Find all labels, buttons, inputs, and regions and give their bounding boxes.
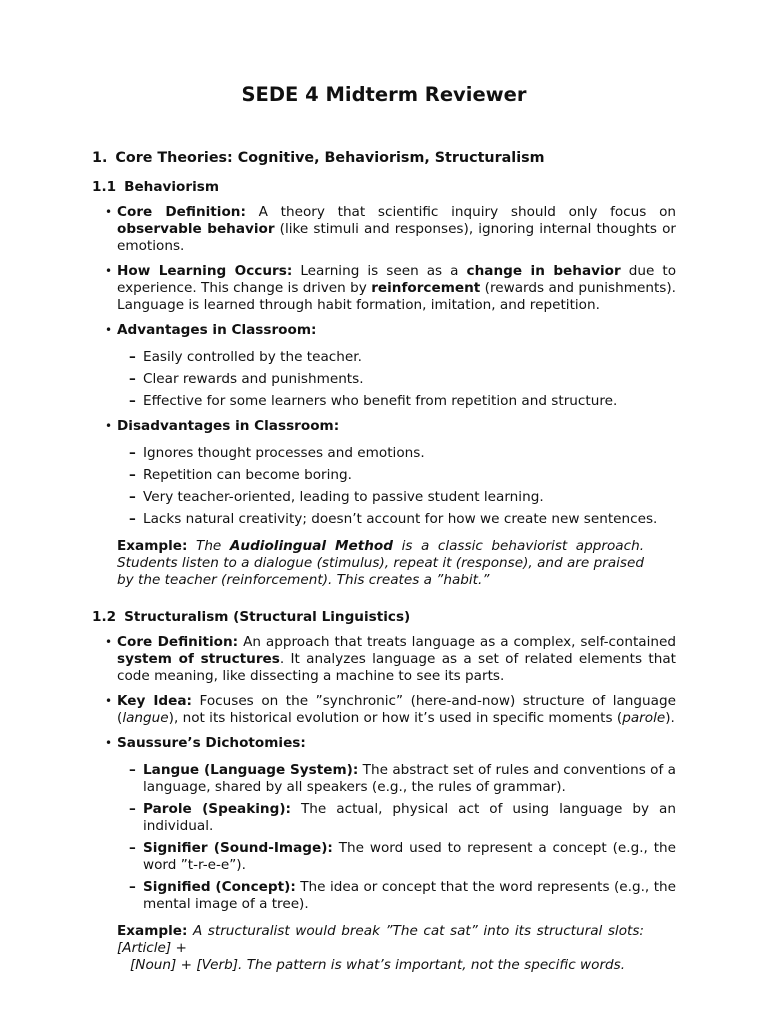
example-label: Example: — [117, 923, 188, 939]
list-item-how-learning-occurs — [117, 263, 676, 314]
term-label: Signifier (Sound-Image): — [143, 840, 333, 856]
list-item-key-idea — [117, 693, 676, 727]
section-title: Core Theories: Cognitive, Behaviorism, Structuralism — [115, 150, 545, 166]
item-text: Learning is seen as a — [300, 263, 459, 279]
item-emphasis: system of structures — [117, 651, 280, 667]
list-item-dichotomies — [117, 735, 676, 913]
term-label: Parole (Speaking): — [143, 801, 291, 817]
term-text: The abstract set of rules and conventions of a language, shared by all speakers (e.g., the rules of grammar). — [143, 762, 677, 795]
example-text: [Noun] + [Verb]. The pattern is what’s important, not the specific words. — [130, 957, 626, 973]
item-text: ). — [665, 710, 675, 726]
example-text: is a classic behaviorist approach. Students listen to a dialogue (stimulus), repeat it (response), and are praised by the teacher (reinforcement). This creates a ”habit.” — [117, 538, 645, 588]
document-page — [92, 80, 676, 974]
item-text: An approach that treats language as a complex, self-contained — [243, 634, 676, 650]
section-1-heading — [92, 149, 676, 167]
subsection-1-1-heading — [92, 179, 676, 196]
example-emphasis: Audiolingual Method — [229, 538, 393, 554]
subsection-title: Structuralism (Structural Linguistics) — [124, 609, 411, 625]
list-item — [143, 840, 676, 874]
example-text: A structuralist would break ”The cat sat” into its structural slots: [Article] + — [117, 923, 645, 956]
structuralism-example — [117, 923, 644, 974]
item-text: (like stimuli and responses), ignoring internal thoughts or emotions. — [117, 221, 676, 254]
item-label: How Learning Occurs: — [117, 263, 293, 279]
example-text: The — [196, 538, 222, 554]
item-text: . It analyzes language as a set of related elements that code meaning, like dissecting a machine to see its parts. — [117, 651, 676, 684]
dichotomies-list — [117, 762, 676, 913]
subsection-number: 1.2 — [92, 609, 117, 625]
list-item: – Repetition can become boring. — [143, 467, 676, 484]
list-item: – Ignores thought processes and emotions. — [143, 445, 676, 462]
disadvantages-list — [117, 445, 676, 528]
subsection-number: 1.1 — [92, 179, 117, 195]
item-italic: langue — [122, 710, 169, 726]
list-item: – Easily controlled by the teacher. — [143, 349, 676, 366]
item-text: Focuses on the ”synchronic” (here-and-now) structure of language ( — [117, 693, 676, 726]
item-text: due to experience. This change is driven by — [117, 263, 677, 296]
term-text: The word used to represent a concept (e.g., the word ”t-r-e-e”). — [143, 840, 676, 873]
subsection-1-2-heading — [92, 609, 676, 626]
list-item — [143, 879, 676, 913]
behaviorism-list — [92, 204, 676, 528]
item-label: Core Definition: — [117, 634, 239, 650]
item-text: ), not its historical evolution or how it’s used in specific moments ( — [168, 710, 623, 726]
term-text: The idea or concept that the word represents (e.g., the mental image of a tree). — [143, 879, 677, 912]
item-emphasis: reinforcement — [371, 280, 481, 296]
list-item: – Very teacher-oriented, leading to passive student learning. — [143, 489, 676, 506]
list-item — [143, 762, 676, 796]
subsection-title: Behaviorism — [124, 179, 220, 195]
item-label: Advantages in Classroom: — [117, 322, 317, 338]
item-emphasis: change in behavior — [466, 263, 621, 279]
behaviorism-example — [117, 538, 644, 589]
list-item-advantages — [117, 322, 676, 410]
example-body — [117, 538, 644, 588]
list-item — [143, 801, 676, 835]
list-item-disadvantages — [117, 418, 676, 528]
example-label: Example: — [117, 538, 188, 554]
item-text: A theory that scientific inquiry should only focus on — [258, 204, 677, 220]
term-text: The actual, physical act of using language by an individual. — [143, 801, 676, 834]
item-label: Disadvantages in Classroom: — [117, 418, 340, 434]
list-item-core-definition — [117, 204, 676, 255]
structuralism-list — [92, 634, 676, 913]
item-emphasis: observable behavior — [117, 221, 275, 237]
item-label: Key Idea: — [117, 693, 192, 709]
list-item: – Lacks natural creativity; doesn’t account for how we create new sentences. — [143, 511, 676, 528]
list-item: – Clear rewards and punishments. — [143, 371, 676, 388]
section-number: 1. — [92, 150, 108, 166]
advantages-list — [117, 349, 676, 410]
term-label: Langue (Language System): — [143, 762, 359, 778]
page-title: SEDE 4 Midterm Reviewer — [241, 83, 527, 106]
term-label: Signified (Concept): — [143, 879, 296, 895]
item-label: Saussure’s Dichotomies: — [117, 735, 306, 751]
item-label: Core Definition: — [117, 204, 246, 220]
list-item: – Effective for some learners who benefit from repetition and structure. — [143, 393, 676, 410]
item-text: (rewards and punishments). Language is learned through habit formation, imitation, and repetition. — [117, 280, 676, 313]
item-italic: parole — [622, 710, 666, 726]
list-item-core-definition — [117, 634, 676, 685]
